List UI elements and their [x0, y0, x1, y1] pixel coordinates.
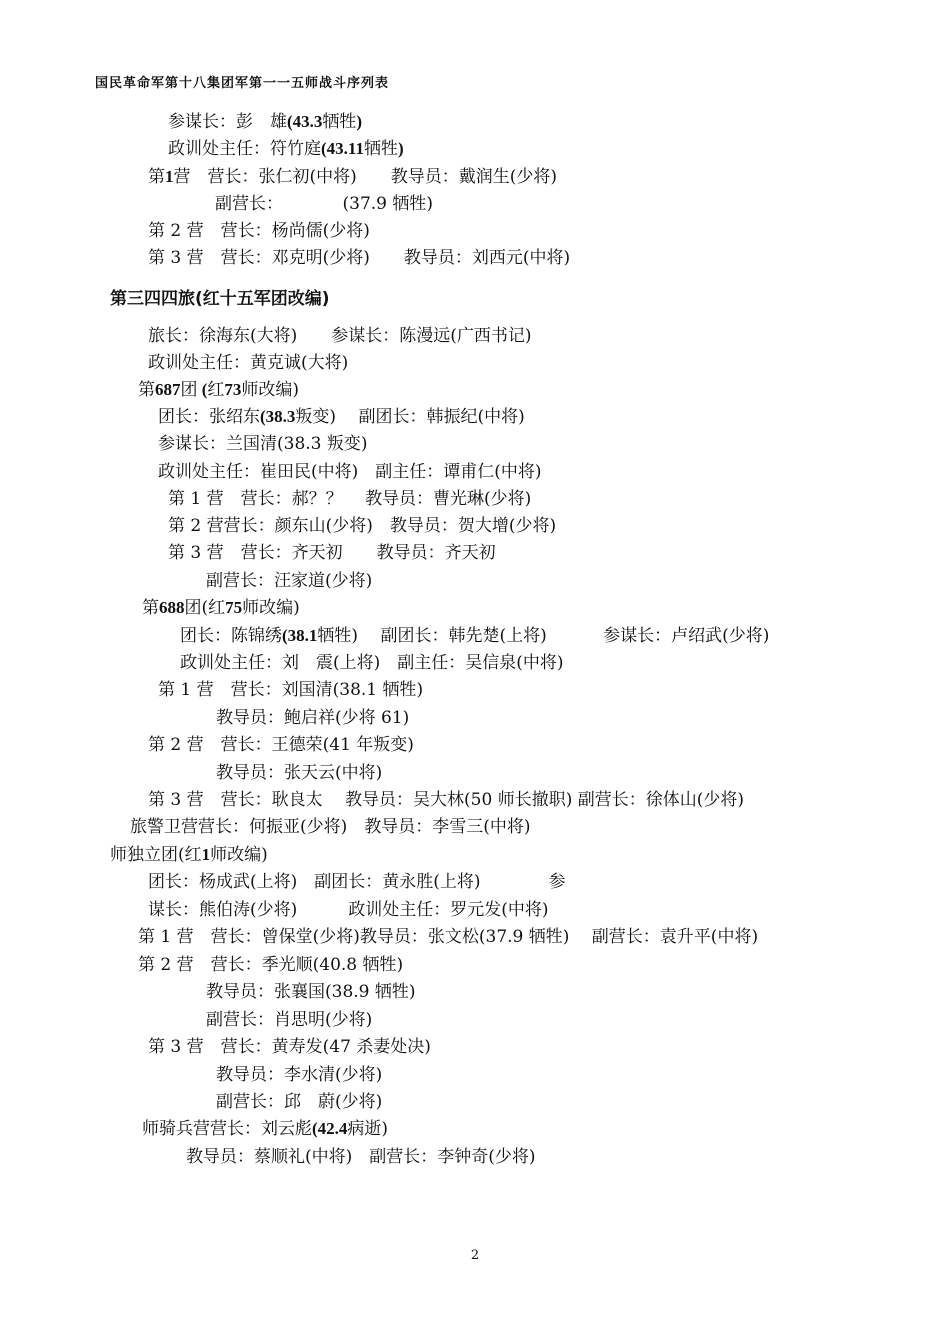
roster-text: 第 2 营 营长：季光顺(40.8 牺牲) [138, 955, 404, 975]
roster-line [110, 842, 268, 868]
roster-text: 师改编) [241, 380, 300, 400]
roster-text: (38.1 [282, 626, 318, 645]
roster-text: 参谋长：兰国清(38.3 叛变) [158, 434, 368, 454]
roster-text: 参谋长：彭 雄 [168, 112, 287, 132]
roster-line [142, 595, 300, 621]
roster-line [148, 787, 744, 813]
roster-text: 副营长：肖思明(少将) [206, 1010, 373, 1030]
roster-line [148, 323, 532, 349]
roster-text: 第 [142, 598, 159, 618]
roster-text: 政训处主任：符竹庭 [168, 139, 321, 159]
roster-text: 副营长：汪家道(少将) [206, 571, 373, 591]
roster-line [138, 952, 403, 978]
roster-line [138, 924, 758, 950]
roster-text: 病逝) [347, 1119, 389, 1139]
roster-line [215, 191, 433, 217]
roster-text: ( [197, 380, 208, 399]
roster-text: 第 [138, 380, 155, 400]
roster-text: 政训处主任：黄克诚(大将) [148, 353, 349, 373]
roster-line [148, 732, 414, 758]
roster-text: ) [356, 112, 363, 131]
roster-text: 副营长：邱 蔚(少将) [216, 1092, 383, 1112]
roster-line [158, 677, 423, 703]
roster-text: 第 [148, 167, 165, 187]
roster-line [148, 1034, 431, 1060]
roster-text: 教导员：张襄国(38.9 牺牲) [206, 982, 416, 1002]
section-title-344-brigade: 第三四四旅(红十五军团改编) [110, 289, 330, 309]
roster-line [168, 486, 531, 512]
roster-text: (43.11 [321, 139, 364, 158]
roster-line [168, 136, 404, 162]
roster-line [130, 814, 531, 840]
roster-line [148, 897, 549, 923]
roster-text: 教导员：蔡顺礼(中将) 副营长：李钟奇(少将) [186, 1147, 536, 1167]
roster-line [148, 245, 570, 271]
roster-text: 政训处主任：刘 震(上将) 副主任：吴信泉(中将) [180, 653, 564, 673]
roster-text: 师改编) [242, 598, 300, 618]
roster-line [180, 650, 564, 676]
roster-text: (42.4 [312, 1119, 348, 1138]
roster-text: 营 营长：张仁初(中将) 教导员：戴润生(少将) [173, 167, 558, 187]
roster-text: 第 2 营 营长：杨尚儒(少将) [148, 221, 370, 241]
roster-text: 副营长： (37.9 牺牲) [215, 194, 434, 214]
roster-text: 687 [155, 380, 181, 399]
roster-line [168, 540, 496, 566]
roster-text: 牺牲 [322, 112, 357, 132]
roster-text: 教导员：李水清(少将) [216, 1065, 383, 1085]
roster-line [206, 568, 372, 594]
roster-line [216, 1062, 382, 1088]
roster-line [216, 1089, 382, 1115]
roster-line [138, 377, 299, 403]
roster-text: 师骑兵营营长：刘云彪 [142, 1119, 312, 1139]
roster-line [148, 869, 566, 895]
roster-text: 团 [180, 380, 198, 400]
roster-text: 团长：杨成武(上将) 副团长：黄永胜(上将) 参 [148, 872, 566, 892]
roster-line [148, 164, 557, 190]
roster-text: 第 3 营 营长：耿良太 教导员：吴大林(50 师长撤职) 副营长：徐体山(少将) [148, 790, 744, 810]
roster-text: 教导员：鲍启祥(少将 61) [216, 708, 410, 728]
roster-text: (38.3 [260, 407, 296, 426]
roster-line [186, 1144, 536, 1170]
roster-text: 教导员：张天云(中将) [216, 763, 383, 783]
roster-line [206, 1007, 372, 1033]
roster-text: 团长：张绍东 [158, 407, 260, 427]
roster-line [206, 979, 416, 1005]
roster-text: 牺牲) 副团长：韩先楚(上将) 参谋长：卢绍武(少将) [317, 626, 770, 646]
roster-text: 师改编) [210, 845, 268, 865]
roster-line [158, 431, 368, 457]
roster-line [148, 350, 348, 376]
roster-line [158, 404, 525, 430]
roster-text: ) [397, 139, 404, 158]
document-header: 国民革命军第十八集团军第一一五师战斗序列表 [95, 76, 390, 91]
page-number: 2 [470, 1248, 480, 1263]
roster-text: 团长：陈锦绣 [180, 626, 282, 646]
roster-text: 政训处主任：崔田民(中将) 副主任：谭甫仁(中将) [158, 462, 542, 482]
roster-text: 牺牲 [363, 139, 398, 159]
roster-line [216, 705, 409, 731]
roster-text: 旅长：徐海东(大将) 参谋长：陈漫远(广西书记) [148, 326, 532, 346]
roster-line [180, 623, 769, 649]
roster-text: 团(红 [184, 598, 226, 618]
roster-line [216, 760, 382, 786]
roster-text: 73 [224, 380, 242, 399]
roster-line [158, 459, 542, 485]
roster-text: 第 3 营 营长：齐天初 教导员：齐天初 [168, 543, 496, 563]
roster-text: 1 [201, 845, 211, 864]
roster-text: 谋长：熊伯涛(少将) 政训处主任：罗元发(中将) [148, 900, 549, 920]
roster-line [168, 513, 556, 539]
roster-text: 红 [207, 380, 225, 400]
roster-text: 叛变) 副团长：韩振纪(中将) [295, 407, 525, 427]
roster-text: 第 1 营 营长：刘国清(38.1 牺牲) [158, 680, 424, 700]
roster-line [142, 1116, 388, 1142]
roster-text: 第 1 营 营长：曾保堂(少将)教导员：张文松(37.9 牺牲) 副营长：袁升平(中将) [138, 927, 759, 947]
roster-text: 师独立团(红 [110, 845, 202, 865]
roster-text: (43.3 [287, 112, 323, 131]
roster-text: 第 3 营 营长：邓克明(少将) 教导员：刘西元(中将) [148, 248, 571, 268]
roster-line [168, 109, 362, 135]
roster-text: 第 3 营 营长：黄寿发(47 杀妻处决) [148, 1037, 431, 1057]
roster-text: 688 [159, 598, 185, 617]
roster-text: 旅警卫营营长：何振亚(少将) 教导员：李雪三(中将) [130, 817, 531, 837]
roster-text: 1 [165, 167, 174, 186]
roster-text: 第 2 营 营长：王德荣(41 年叛变) [148, 735, 414, 755]
roster-text: 75 [225, 598, 243, 617]
roster-text: 第 2 营营长：颜东山(少将) 教导员：贺大增(少将) [168, 516, 557, 536]
roster-line [148, 218, 370, 244]
roster-text: 第 1 营 营长：郝？？ 教导员：曹光琳(少将) [168, 489, 532, 509]
